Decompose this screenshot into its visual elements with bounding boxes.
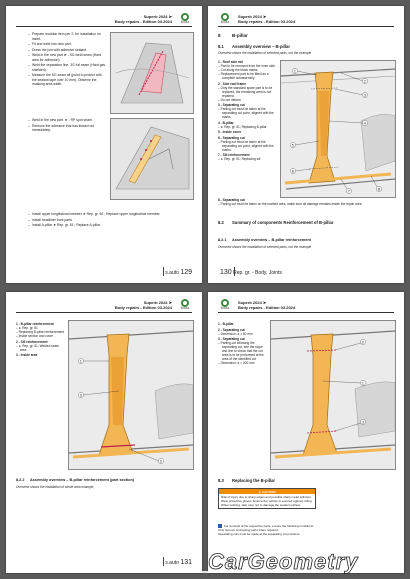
skoda-logo-icon [218, 299, 232, 311]
list-item: – Weld in the new part. ➤ - RP spot seam. [28, 118, 106, 123]
legend-line: – Only the standard spare part is to be replaced, the remaining area is not repaired [218, 86, 276, 98]
manual-page-132 [208, 292, 404, 573]
header-title: Superb 2024 ➤ [143, 300, 172, 305]
legend-label: 2 - Sill reinforcement [16, 339, 48, 344]
page-number: 131 [180, 559, 192, 566]
legend-item [218, 130, 276, 134]
legend-item [16, 340, 66, 352]
callout-6: 6 [291, 168, 295, 174]
section-title: Replacing the B-pillar [232, 478, 276, 483]
legend-label: 6 - Separating cut [218, 135, 245, 140]
legend-label: 4 - B-pillar [218, 120, 234, 125]
subsection-title: Assembly overview – B-pillar reinforcement [232, 238, 311, 242]
manual-page-130 [208, 6, 404, 283]
header-subtitle: Body repairs - Edition 03.2024 [114, 305, 172, 310]
callout-8: 8 [377, 186, 381, 192]
legend-label: 2 - Side roof frame [218, 81, 246, 86]
figure-spot-seam [110, 118, 194, 200]
legend-line: – Dimension: a = 200 mm [218, 361, 268, 365]
subsection-number: 8.2.2 [16, 478, 25, 482]
legend-list [218, 322, 268, 367]
section-number: 8 [218, 33, 221, 38]
callout-1: 1 [293, 68, 297, 74]
legend-line: – Parting cut following the separating cut, see the slope and line to check that the cut area is to be performed at the area of the identified cut [218, 341, 268, 361]
legend-item [16, 353, 66, 357]
cargeometry-watermark [178, 552, 404, 576]
subsection-caption: Overview shows the installation of selected parts, not the example [218, 245, 312, 249]
legend-line: – Part to be removed from the inner side [218, 64, 276, 68]
callout-1: 1 [361, 380, 365, 386]
footer-divider [163, 267, 164, 276]
logo-text: ŠKODA [220, 307, 230, 310]
subsection-heading [16, 478, 134, 482]
callout-7: 7 [347, 188, 351, 194]
callout-1: 1 [79, 358, 83, 364]
footer-label: s.auto [165, 560, 179, 566]
list-item: – Measure the SG seam all (point to protect with the sealant tape over 10 mm). Observe the masking area width. [28, 73, 106, 87]
callout-2: 2 [159, 458, 163, 464]
section-title: B-pillar [232, 33, 248, 38]
header-title: Superb 2024 ➤ [143, 14, 172, 19]
footer-label: s.auto [165, 270, 179, 276]
list-item: – Fit and weld into new part. [28, 42, 106, 47]
callout-2: 2 [363, 78, 367, 84]
section-heading [218, 33, 248, 38]
legend-line: – Do not deform [218, 98, 276, 102]
skoda-logo-icon [178, 13, 192, 25]
subsection-number: 8.2.1 [218, 238, 227, 242]
figure-weld-seam [110, 32, 194, 114]
legend-line: – ➤ Rep. gr. 51; Welded seam area [16, 344, 66, 352]
subsection-number: 8.1 [218, 44, 224, 49]
subsection-caption: Overview shows the installation of selected parts, not the example [218, 51, 312, 55]
legend-line: – Parting cut must be taken at the separating cut point, aligned with the marks [218, 140, 276, 152]
legend-item [218, 60, 276, 80]
callout-3: 3 [361, 419, 365, 425]
subsection-heading [218, 44, 290, 49]
b-pillar-illustration [281, 61, 395, 197]
instruction-list-b [28, 118, 106, 134]
footer-divider [234, 267, 235, 276]
header-subtitle: Body repairs - Edition 03.2024 [238, 19, 296, 24]
note-line: Only remove connecting parts when required. [218, 528, 279, 533]
header-rule [218, 26, 394, 27]
legend-label: 3 - Separating cut [218, 337, 245, 341]
list-item: – Dress the join with adhesive sealant. [28, 48, 106, 53]
subsection-caption: Overview shows the installation of whole area example [16, 485, 94, 489]
callout-3: 3 [79, 392, 83, 398]
caution-text: Risk of injury due to sharp edges and possible sharp metal splinters. Wear protective gloves. Ensure the vehicle is secured against rolling. When working, take care not to damage the sealant surface. [221, 495, 313, 507]
instruction-list-c [28, 212, 188, 229]
skoda-logo-icon [178, 299, 192, 311]
legend-list-continued [218, 198, 400, 208]
legend-line: – Replacement part to be fitted as a complete subassembly [218, 72, 276, 80]
page-footer [165, 269, 192, 276]
figure-b-pillar-reinforcement [68, 320, 194, 470]
legend-line: – Replacing B-pillar reinforcement [16, 330, 66, 334]
subsection-number: 8.2 [218, 220, 224, 225]
list-item: – Remove the adhesive that has flowed out immediately. [28, 124, 106, 133]
legend-line: – Parting cut must be taken at the separating cut point, aligned with the marks [218, 107, 276, 119]
legend-item [218, 198, 400, 206]
footer-divider [163, 557, 164, 566]
header-title: Superb 2024 ➤ [238, 14, 267, 19]
page-number: 130 [220, 269, 232, 276]
manual-page-129 [6, 6, 202, 283]
legend-item [16, 322, 66, 338]
list-item: – Install A-pillar ➤ Rep. gr. 51 ; Replace A-pillar. [28, 223, 188, 228]
legend-label: 3 - Inside area [16, 353, 38, 357]
watermark-text: CarGeometry [208, 552, 359, 574]
header-subtitle: Body repairs - Edition 03.2024 [238, 305, 296, 310]
figure-b-pillar-cut [270, 320, 396, 470]
note-text: For removal of the respective parts, ensure the following conditions: [224, 524, 314, 528]
section-number: 8.3 [218, 478, 224, 483]
legend-label: 8 - Separating cut [218, 198, 245, 202]
list-item: – Install headliner front parts [28, 218, 188, 223]
logo-text: ŠKODA [220, 21, 230, 24]
legend-label: 1 - Roof side rail [218, 60, 243, 64]
figure-b-pillar-overview [280, 60, 396, 198]
legend-line: – Cut along the black marks [218, 68, 276, 72]
warning-icon: ⚠ [258, 489, 262, 494]
legend-item [218, 82, 276, 102]
page-footer [220, 269, 282, 276]
list-item: – Weld in the new part ➤ - SG weld seam (Hard area for adhesion). [28, 53, 106, 62]
page-header [115, 14, 172, 24]
legend-item [218, 103, 276, 119]
b-pillar-cut-illustration [271, 321, 395, 469]
legend-item [218, 328, 268, 336]
legend-label: 2 - Separating cut [218, 327, 245, 332]
header-rule [218, 312, 394, 313]
callout-3: 3 [363, 92, 367, 98]
weld-seam-illustration [111, 33, 193, 113]
page-header [238, 300, 295, 310]
legend-line: – Inside section and cover [16, 334, 66, 338]
caution-box [218, 488, 316, 509]
legend-line: – Dimension: a = 60 mm [218, 332, 268, 336]
legend-item [218, 121, 276, 129]
legend-line: – ➤ Rep. gr. 51; Replacing sill [218, 157, 276, 161]
legend-label: 7 - Sill reinforcement [218, 153, 250, 157]
header-rule [16, 26, 192, 27]
legend-line: – ➤ Rep. gr. 51; Replacing B-pillar [218, 125, 276, 129]
legend-list [16, 322, 66, 359]
b-pillar-reinforcement-illustration [69, 321, 193, 469]
legend-item [218, 322, 268, 326]
subsection-heading [218, 238, 311, 242]
caution-title: CAUTION [261, 489, 276, 494]
list-item: – Prepare modular item per 2. for installation on insert. [28, 32, 106, 41]
callout-5: 5 [291, 142, 295, 148]
callout-2: 2 [361, 339, 365, 345]
legend-label: 3 - Separating cut [218, 103, 245, 107]
legend-label: 5 - Inside cover [218, 130, 242, 134]
subsection-title: Assembly overview – B-pillar [232, 44, 290, 49]
page-number: 129 [180, 269, 192, 276]
legend-label: 1 - B-pillar reinforcement [16, 322, 54, 326]
callout-4: 4 [363, 120, 367, 126]
subsection-title: Summary of components Reinforcement of B-pillar [232, 220, 334, 225]
page-header [238, 14, 295, 24]
logo-text: ŠKODA [180, 307, 190, 310]
legend-item [218, 153, 276, 161]
info-note [218, 524, 338, 536]
legend-line: – ➤ Rep. gr. 51 [16, 326, 66, 330]
logo-text: ŠKODA [180, 21, 190, 24]
legend-item [218, 337, 268, 365]
header-rule [16, 312, 192, 313]
subsection-heading [218, 220, 398, 226]
page-header [115, 300, 172, 310]
footer-label: Rep. gr. - Body, Joints [233, 270, 282, 276]
note-line: Separating cuts must be made at the separating cut positions. [218, 532, 301, 537]
spot-seam-illustration [111, 119, 193, 199]
list-item: – Weld the separation line. 3G full seam (Hard gas shielded). [28, 63, 106, 72]
skoda-logo-icon [218, 13, 232, 25]
header-subtitle: Body repairs - Edition 03.2024 [114, 19, 172, 24]
header-title: Superb 2024 ➤ [238, 300, 267, 305]
legend-line: – Parting cut must be taken on the marked area, make sure all damage remains inside the repair area [218, 202, 400, 206]
manual-page-131 [6, 292, 202, 573]
instruction-list-a [28, 32, 106, 88]
subsection-title: Assembly overview – B-pillar reinforcement (part section) [30, 478, 135, 482]
legend-label: 1 - B-pillar [218, 322, 234, 326]
section-heading [218, 478, 275, 483]
legend-item [218, 136, 276, 152]
legend-list [218, 60, 276, 163]
list-item: – Install upper longitudinal member ➤ Rep. gr. 50 ; Replace upper longitudinal member. [28, 212, 188, 217]
